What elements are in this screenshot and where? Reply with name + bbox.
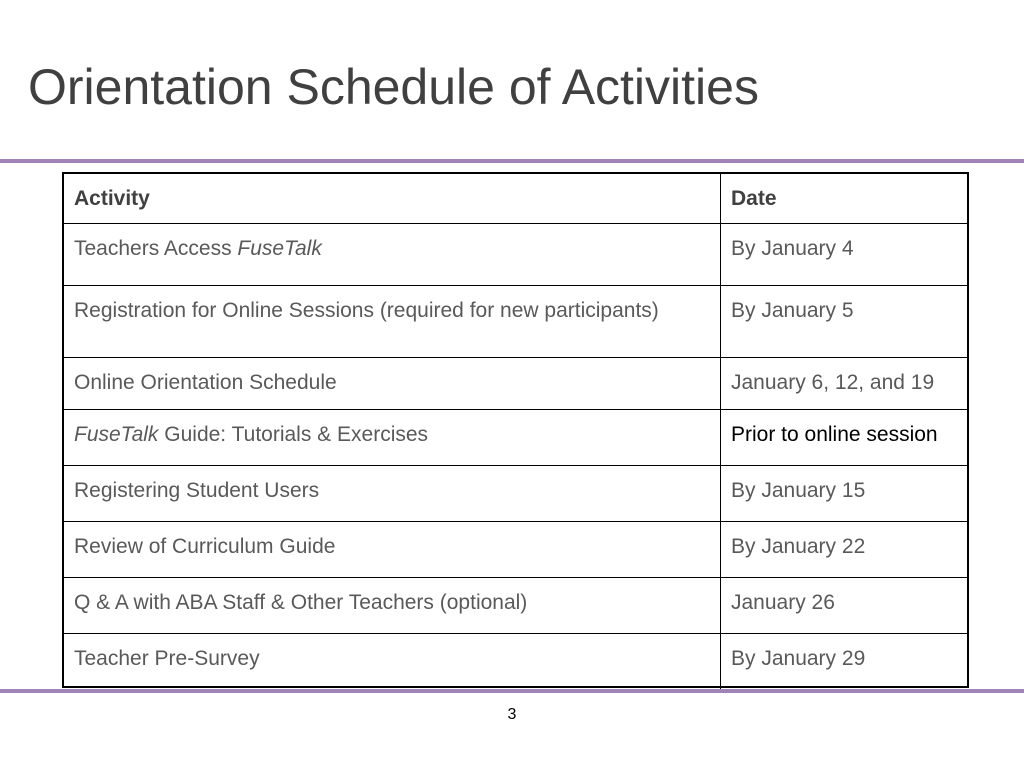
date-cell: By January 4: [721, 224, 968, 286]
table-row: [64, 224, 967, 286]
bottom-divider: [0, 689, 1024, 693]
activity-cell: Q & A with ABA Staff & Other Teachers (optional): [64, 578, 721, 634]
activity-cell: Review of Curriculum Guide: [64, 522, 721, 578]
table-row: [64, 286, 967, 358]
top-divider: [0, 159, 1024, 163]
slide-title: Orientation Schedule of Activities: [28, 59, 759, 115]
date-cell: By January 22: [721, 522, 968, 578]
table-row: [64, 634, 967, 689]
activity-cell: Online Orientation Schedule: [64, 358, 721, 410]
activity-cell: FuseTalk Guide: Tutorials & Exercises: [64, 410, 721, 466]
activity-cell: Teachers Access FuseTalk: [64, 224, 721, 286]
table-row: [64, 410, 967, 466]
schedule-table: [62, 172, 969, 688]
date-cell: January 26: [721, 578, 968, 634]
table-row: [64, 358, 967, 410]
table-row: [64, 466, 967, 522]
activity-cell: Registering Student Users: [64, 466, 721, 522]
table-row: [64, 578, 967, 634]
header-date: Date: [721, 174, 968, 224]
activity-cell: Teacher Pre-Survey: [64, 634, 721, 689]
table-row: [64, 522, 967, 578]
date-cell: Prior to online session: [721, 410, 968, 466]
date-cell: By January 15: [721, 466, 968, 522]
activity-cell: Registration for Online Sessions (required for new participants): [64, 286, 721, 358]
date-cell: January 6, 12, and 19: [721, 358, 968, 410]
page-number: 3: [507, 706, 517, 723]
header-activity: Activity: [64, 174, 721, 224]
date-cell: By January 29: [721, 634, 968, 689]
date-cell: By January 5: [721, 286, 968, 358]
